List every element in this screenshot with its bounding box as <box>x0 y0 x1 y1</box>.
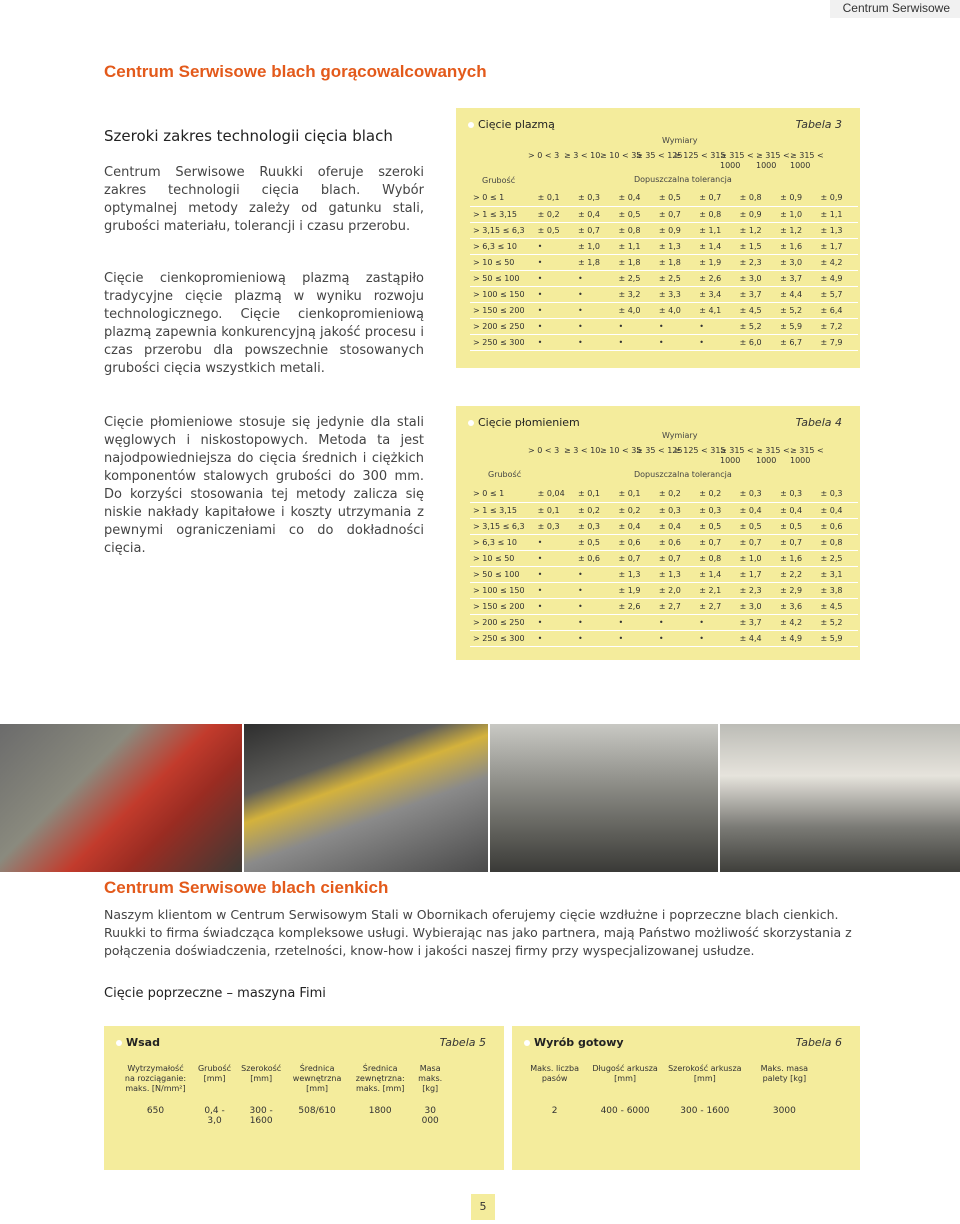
table-cell: • <box>535 254 575 270</box>
table-cell: ± 0,5 <box>777 518 817 534</box>
table-cell: ± 5,2 <box>737 318 777 334</box>
table-cell: ± 0,2 <box>575 502 615 518</box>
column-header: ≥ 125 < 315 <box>674 446 726 455</box>
table-row <box>470 582 858 598</box>
table-cell: ± 1,1 <box>696 222 736 238</box>
intro-paragraph-2: Cięcie cienkopromieniową plazmą zastąpiło tradycyjne cięcie plazmą w wyniku rozwoju technologicznego. Cięcie cienkopromieniową plazmą zapewnia konkurencyjną jakość procesu i czas przerobu dla powszechnie stosowanych grubości cięcia wszystkich metali. <box>104 271 424 376</box>
table-cell: ± 0,2 <box>696 486 736 502</box>
table-cell: • <box>656 318 696 334</box>
table-cell: ± 1,1 <box>615 238 655 254</box>
table-6-grid <box>522 1064 822 1116</box>
table-cell: ± 1,5 <box>737 238 777 254</box>
table-cell: ± 0,9 <box>777 190 817 206</box>
column-header: ≥ 315 < 1000 <box>790 151 824 170</box>
table-3-dimensions-label: Wymiary <box>662 136 698 145</box>
table-cell: • <box>696 630 736 646</box>
table-cell: • <box>535 270 575 286</box>
table-cell: ± 0,1 <box>535 190 575 206</box>
column-header: ≥ 315 < 1000 <box>720 151 754 170</box>
table-cell: ± 3,8 <box>817 582 858 598</box>
intro-paragraph-1: Centrum Serwisowe Ruukki oferuje szeroki zakres technologii cięcia blach. Wybór optymalnej metody zależy od gatunku stali, grubości materiału, tolerancji i czasu przerobu. <box>104 165 424 234</box>
table-3-column-headers <box>528 151 858 173</box>
column-header: Maks. masa palety [kg] <box>760 1064 809 1083</box>
table-cell: • <box>696 334 736 350</box>
table-cell: ± 4,2 <box>777 614 817 630</box>
thin-sheets-paragraph: Naszym klientom w Centrum Serwisowym Stali w Obornikach oferujemy cięcie wzdłużne i poprzeczne blach cienkich. Ruukki to firma świadcząca kompleksowe usługi. Wybierając nas jako partnera, mają Państwo możliwość skorzystania z połączenia doświadczenia, rzetelności, know-how i jakości naszej firmy przy wyspecjalizowanej usłudze. <box>104 907 852 958</box>
table-cell: • <box>535 318 575 334</box>
table-cell: ± 0,3 <box>696 502 736 518</box>
table-cell: ± 4,0 <box>615 302 655 318</box>
row-label: > 0 ≤ 1 <box>470 486 535 502</box>
table-cell: ± 0,5 <box>737 518 777 534</box>
table-3-title: Cięcie plazmą <box>468 118 555 131</box>
table-cell: ± 2,9 <box>777 582 817 598</box>
table-cell: ± 1,7 <box>817 238 858 254</box>
table-cell: ± 0,5 <box>575 534 615 550</box>
table-cell: ± 6,7 <box>777 334 817 350</box>
table-row <box>470 334 858 350</box>
table-cell: ± 2,3 <box>737 582 777 598</box>
table-cell: ± 4,4 <box>777 286 817 302</box>
column-header: ≥ 10 < 35 <box>600 446 642 455</box>
row-label: > 6,3 ≤ 10 <box>470 238 535 254</box>
table-cell: 508/610 <box>298 1106 336 1116</box>
table-4-tolerance-label: Dopuszczalna tolerancja <box>634 470 732 479</box>
row-label: > 6,3 ≤ 10 <box>470 534 535 550</box>
table-row <box>470 206 858 222</box>
table-cell: ± 0,3 <box>737 486 777 502</box>
bullet-icon <box>468 122 474 128</box>
row-label: > 50 ≤ 100 <box>470 270 535 286</box>
table-row <box>470 318 858 334</box>
table-6-panel <box>512 1026 860 1170</box>
row-label: > 150 ≤ 200 <box>470 302 535 318</box>
table-cell: • <box>615 318 655 334</box>
table-cell: ± 0,04 <box>535 486 575 502</box>
table-cell: • <box>535 614 575 630</box>
row-label: > 10 ≤ 50 <box>470 550 535 566</box>
table-cell: ± 0,6 <box>575 550 615 566</box>
row-label: > 3,15 ≤ 6,3 <box>470 222 535 238</box>
table-cell: ± 2,3 <box>737 254 777 270</box>
table-5-title: Wsad <box>116 1036 160 1049</box>
table-cell: ± 6,4 <box>817 302 858 318</box>
table-row <box>470 550 858 566</box>
table-cell: ± 0,8 <box>696 550 736 566</box>
table-cell: 300 - 1600 <box>680 1106 730 1116</box>
table-cell: ± 0,7 <box>696 534 736 550</box>
row-label: > 250 ≤ 300 <box>470 630 535 646</box>
table-4-panel <box>456 406 860 660</box>
table-cell: ± 6,0 <box>737 334 777 350</box>
table-cell: • <box>575 334 615 350</box>
table-row <box>470 286 858 302</box>
table-cell: • <box>535 334 575 350</box>
table-cell: ± 4,9 <box>817 270 858 286</box>
table-cell: ± 0,6 <box>817 518 858 534</box>
table-cell: ± 0,6 <box>615 534 655 550</box>
column-header: ≥ 35 < 125 <box>636 446 683 455</box>
table-cell: ± 0,2 <box>615 502 655 518</box>
table-cell: ± 0,4 <box>737 502 777 518</box>
page-number: 5 <box>471 1194 495 1220</box>
table-cell: ± 4,0 <box>656 302 696 318</box>
table-cell: ± 5,9 <box>817 630 858 646</box>
table-3-tolerance-label: Dopuszczalna tolerancja <box>634 175 732 184</box>
table-cell: ± 3,0 <box>737 270 777 286</box>
column-header: Maks. liczba pasów <box>530 1064 579 1083</box>
table-cell: ± 0,4 <box>615 190 655 206</box>
table-cell: ± 0,5 <box>696 518 736 534</box>
table-cell: ± 0,4 <box>656 518 696 534</box>
table-cell: • <box>535 566 575 582</box>
table-cell: • <box>656 630 696 646</box>
row-label: > 10 ≤ 50 <box>470 254 535 270</box>
running-header: Centrum Serwisowe <box>830 0 960 18</box>
photo-worker-measuring <box>244 724 488 872</box>
table-4-label: Tabela 4 <box>795 416 842 429</box>
table-cell: ± 0,1 <box>535 502 575 518</box>
table-4-dimensions-label: Wymiary <box>662 431 698 440</box>
table-cell: • <box>575 302 615 318</box>
table-cell: ± 1,0 <box>777 206 817 222</box>
table-cell: ± 0,3 <box>535 518 575 534</box>
column-header: Masa maks. [kg] <box>418 1064 443 1093</box>
table-cell: ± 0,9 <box>817 190 858 206</box>
row-label: > 100 ≤ 150 <box>470 582 535 598</box>
table-cell: • <box>615 614 655 630</box>
table-cell: ± 0,3 <box>777 486 817 502</box>
table-cell: ± 0,8 <box>737 190 777 206</box>
table-cell: ± 0,4 <box>575 206 615 222</box>
table-cell: ± 0,2 <box>535 206 575 222</box>
table-cell: ± 5,9 <box>777 318 817 334</box>
table-cell: ± 0,5 <box>535 222 575 238</box>
table-cell: ± 2,7 <box>656 598 696 614</box>
row-label: > 3,15 ≤ 6,3 <box>470 518 535 534</box>
column-header: ≥ 3 < 10 <box>564 446 601 455</box>
table-cell: ± 2,1 <box>696 582 736 598</box>
table-cell: ± 1,1 <box>817 206 858 222</box>
table-cell: ± 1,2 <box>737 222 777 238</box>
table-row <box>522 1106 822 1116</box>
bullet-icon <box>524 1040 530 1046</box>
column-header: ≥ 125 < 315 <box>674 151 726 160</box>
table-cell: ± 4,2 <box>817 254 858 270</box>
column-header: ≥ 10 < 35 <box>600 151 642 160</box>
table-cell: ± 0,7 <box>656 550 696 566</box>
table-cell: ± 0,5 <box>615 206 655 222</box>
table-cell: • <box>535 302 575 318</box>
table-cell: • <box>535 630 575 646</box>
table-cell: ± 1,9 <box>696 254 736 270</box>
column-header: > 0 < 3 <box>528 446 560 455</box>
bullet-icon <box>116 1040 122 1046</box>
table-cell: • <box>615 630 655 646</box>
header-row <box>118 1064 448 1106</box>
table-cell: ± 2,2 <box>777 566 817 582</box>
table-row <box>470 486 858 502</box>
table-cell: ± 0,7 <box>575 222 615 238</box>
table-cell: ± 3,0 <box>777 254 817 270</box>
table-row <box>470 502 858 518</box>
table-cell: • <box>575 582 615 598</box>
table-cell: ± 1,2 <box>777 222 817 238</box>
intro-heading: Szeroki zakres technologii cięcia blach <box>104 127 393 145</box>
table-cell: ± 3,7 <box>737 286 777 302</box>
table-cell: ± 5,2 <box>777 302 817 318</box>
table-cell: • <box>535 582 575 598</box>
row-label: > 150 ≤ 200 <box>470 598 535 614</box>
section-title-hot-rolled: Centrum Serwisowe blach gorącowalcowanych <box>104 62 487 81</box>
table-cell: ± 4,1 <box>696 302 736 318</box>
table-cell: 3000 <box>772 1106 796 1116</box>
table-cell: ± 1,8 <box>575 254 615 270</box>
table-cell: ± 3,4 <box>696 286 736 302</box>
table-4-column-headers <box>528 446 858 468</box>
row-label: > 0 ≤ 1 <box>470 190 535 206</box>
table-5-label: Tabela 5 <box>439 1036 486 1049</box>
table-cell: ± 1,4 <box>696 238 736 254</box>
row-label: > 200 ≤ 250 <box>470 318 535 334</box>
row-label: > 250 ≤ 300 <box>470 334 535 350</box>
column-header: ≥ 315 < 1000 <box>756 446 790 465</box>
table-cell: ± 0,3 <box>656 502 696 518</box>
table-cell: ± 1,3 <box>615 566 655 582</box>
table-cell: 0,4 - 3,0 <box>204 1106 225 1126</box>
table-cell: 400 - 6000 <box>600 1106 650 1116</box>
table-cell: 650 <box>146 1106 165 1116</box>
table-cell: ± 2,5 <box>817 550 858 566</box>
column-header: Szerokość [mm] <box>241 1064 282 1083</box>
column-header: > 0 < 3 <box>528 151 560 160</box>
table-cell: ± 1,7 <box>737 566 777 582</box>
table-cell: 30 000 <box>421 1106 439 1126</box>
table-6-label: Tabela 6 <box>795 1036 842 1049</box>
table-cell: ± 0,7 <box>615 550 655 566</box>
table-cell: ± 1,3 <box>656 566 696 582</box>
table-cell: ± 0,1 <box>615 486 655 502</box>
table-cell: ± 2,6 <box>615 598 655 614</box>
table-cell: ± 4,4 <box>737 630 777 646</box>
table-cell: ± 0,3 <box>817 486 858 502</box>
table-cell: • <box>575 598 615 614</box>
table-cell: ± 0,4 <box>615 518 655 534</box>
table-cell: ± 1,9 <box>615 582 655 598</box>
table-cell: ± 0,8 <box>615 222 655 238</box>
table-4-title: Cięcie płomieniem <box>468 416 580 429</box>
table-cell: • <box>575 270 615 286</box>
table-cell: ± 0,1 <box>575 486 615 502</box>
row-label: > 1 ≤ 3,15 <box>470 206 535 222</box>
row-label: > 1 ≤ 3,15 <box>470 502 535 518</box>
column-header: ≥ 315 < 1000 <box>790 446 824 465</box>
table-cell: ± 2,6 <box>696 270 736 286</box>
intro-paragraph-3: Cięcie płomieniowe stosuje się jedynie dla stali węglowych i niskostopowych. Metoda ta jest najodpowiedniejsza do cięcia średnich i ciężkich komponentów stalowych grubości do 300 mm. Do korzyści stosowania tej metody zalicza się niskie nakłady kapitałowe i koszty utrzymania z pewnymi ograniczeniami co do dokładności cięcia. <box>104 415 424 556</box>
table-cell: • <box>696 614 736 630</box>
table-3-thickness-label: Grubość <box>482 176 516 185</box>
table-cell: ± 1,0 <box>737 550 777 566</box>
table-cell: • <box>575 630 615 646</box>
table-row <box>470 614 858 630</box>
table-cell: 300 - 1600 <box>249 1106 273 1126</box>
table-4-thickness-label: Grubość <box>488 470 522 479</box>
table-cell: ± 3,1 <box>817 566 858 582</box>
table-cell: 1800 <box>368 1106 392 1116</box>
table-cell: ± 1,6 <box>777 550 817 566</box>
table-3-label: Tabela 3 <box>795 118 842 131</box>
table-row <box>118 1106 448 1126</box>
table-row <box>470 518 858 534</box>
table-cell: ± 3,7 <box>737 614 777 630</box>
table-cell: ± 0,3 <box>575 518 615 534</box>
table-cell: ± 2,7 <box>696 598 736 614</box>
table-5-grid <box>118 1064 448 1126</box>
column-header: Długość arkusza [mm] <box>592 1064 658 1083</box>
table-cell: • <box>535 550 575 566</box>
photo-plasma-cutting-machine <box>490 724 718 872</box>
table-cell: • <box>535 286 575 302</box>
table-row <box>470 270 858 286</box>
table-cell: • <box>575 318 615 334</box>
column-header: Szerokość arkusza [mm] <box>668 1064 742 1083</box>
table-row <box>470 598 858 614</box>
table-cell: ± 0,9 <box>656 222 696 238</box>
column-header: Średnica zewnętrzna: maks. [mm] <box>355 1064 405 1093</box>
table-cell: ± 1,6 <box>777 238 817 254</box>
table-row <box>470 630 858 646</box>
cross-cutting-heading: Cięcie poprzeczne – maszyna Fimi <box>104 986 326 1001</box>
table-cell: ± 2,0 <box>656 582 696 598</box>
table-cell: ± 0,8 <box>696 206 736 222</box>
column-header: ≥ 315 < 1000 <box>720 446 754 465</box>
table-row <box>470 222 858 238</box>
table-cell: • <box>656 334 696 350</box>
photo-worker-cutting <box>0 724 242 872</box>
section-title-thin-sheets: Centrum Serwisowe blach cienkich <box>104 878 389 897</box>
table-cell: ± 3,2 <box>615 286 655 302</box>
table-cell: ± 0,6 <box>656 534 696 550</box>
table-cell: ± 1,3 <box>656 238 696 254</box>
bullet-icon <box>468 420 474 426</box>
table-cell: ± 0,7 <box>656 206 696 222</box>
table-3-grid <box>470 190 858 351</box>
table-cell: ± 0,3 <box>575 190 615 206</box>
table-3-panel <box>456 108 860 368</box>
table-cell: 2 <box>551 1106 558 1116</box>
table-cell: • <box>615 334 655 350</box>
table-cell: ± 0,5 <box>656 190 696 206</box>
table-6-title: Wyrób gotowy <box>524 1036 624 1049</box>
table-cell: ± 4,5 <box>817 598 858 614</box>
table-cell: ± 0,7 <box>737 534 777 550</box>
table-cell: ± 0,4 <box>817 502 858 518</box>
table-row <box>470 566 858 582</box>
table-cell: • <box>575 566 615 582</box>
column-header: ≥ 35 < 125 <box>636 151 683 160</box>
table-cell: ± 2,5 <box>656 270 696 286</box>
table-cell: ± 1,8 <box>656 254 696 270</box>
row-label: > 100 ≤ 150 <box>470 286 535 302</box>
column-header: Grubość [mm] <box>197 1064 232 1083</box>
table-cell: ± 3,7 <box>777 270 817 286</box>
table-cell: ± 0,9 <box>737 206 777 222</box>
table-cell: ± 5,7 <box>817 286 858 302</box>
table-cell: ± 0,7 <box>696 190 736 206</box>
table-cell: ± 1,3 <box>817 222 858 238</box>
table-cell: ± 3,0 <box>737 598 777 614</box>
table-cell: ± 4,9 <box>777 630 817 646</box>
table-cell: ± 4,5 <box>737 302 777 318</box>
column-header: Średnica wewnętrzna [mm] <box>292 1064 342 1093</box>
header-row <box>522 1064 822 1106</box>
table-cell: • <box>535 598 575 614</box>
table-cell: • <box>696 318 736 334</box>
table-cell: ± 3,3 <box>656 286 696 302</box>
table-cell: ± 7,9 <box>817 334 858 350</box>
table-cell: ± 0,7 <box>777 534 817 550</box>
table-cell: • <box>575 286 615 302</box>
table-cell: • <box>535 238 575 254</box>
table-row <box>470 534 858 550</box>
table-cell: • <box>535 534 575 550</box>
table-cell: ± 5,2 <box>817 614 858 630</box>
table-cell: ± 0,8 <box>817 534 858 550</box>
row-label: > 50 ≤ 100 <box>470 566 535 582</box>
table-cell: ± 0,4 <box>777 502 817 518</box>
table-cell: ± 0,2 <box>656 486 696 502</box>
table-cell: ± 1,0 <box>575 238 615 254</box>
table-row <box>470 238 858 254</box>
column-header: ≥ 3 < 10 <box>564 151 601 160</box>
table-cell: ± 1,8 <box>615 254 655 270</box>
table-cell: ± 1,4 <box>696 566 736 582</box>
table-cell: • <box>575 614 615 630</box>
photo-steel-sheets <box>720 724 960 872</box>
table-cell: ± 7,2 <box>817 318 858 334</box>
table-4-grid <box>470 486 858 647</box>
table-row <box>470 254 858 270</box>
column-header: ≥ 315 < 1000 <box>756 151 790 170</box>
table-cell: ± 3,6 <box>777 598 817 614</box>
column-header: Wytrzymałość na rozciąganie: maks. [N/mm²] <box>124 1064 187 1093</box>
row-label: > 200 ≤ 250 <box>470 614 535 630</box>
table-row <box>470 302 858 318</box>
table-row <box>470 190 858 206</box>
table-cell: ± 2,5 <box>615 270 655 286</box>
table-cell: • <box>656 614 696 630</box>
table-5-panel <box>104 1026 504 1170</box>
